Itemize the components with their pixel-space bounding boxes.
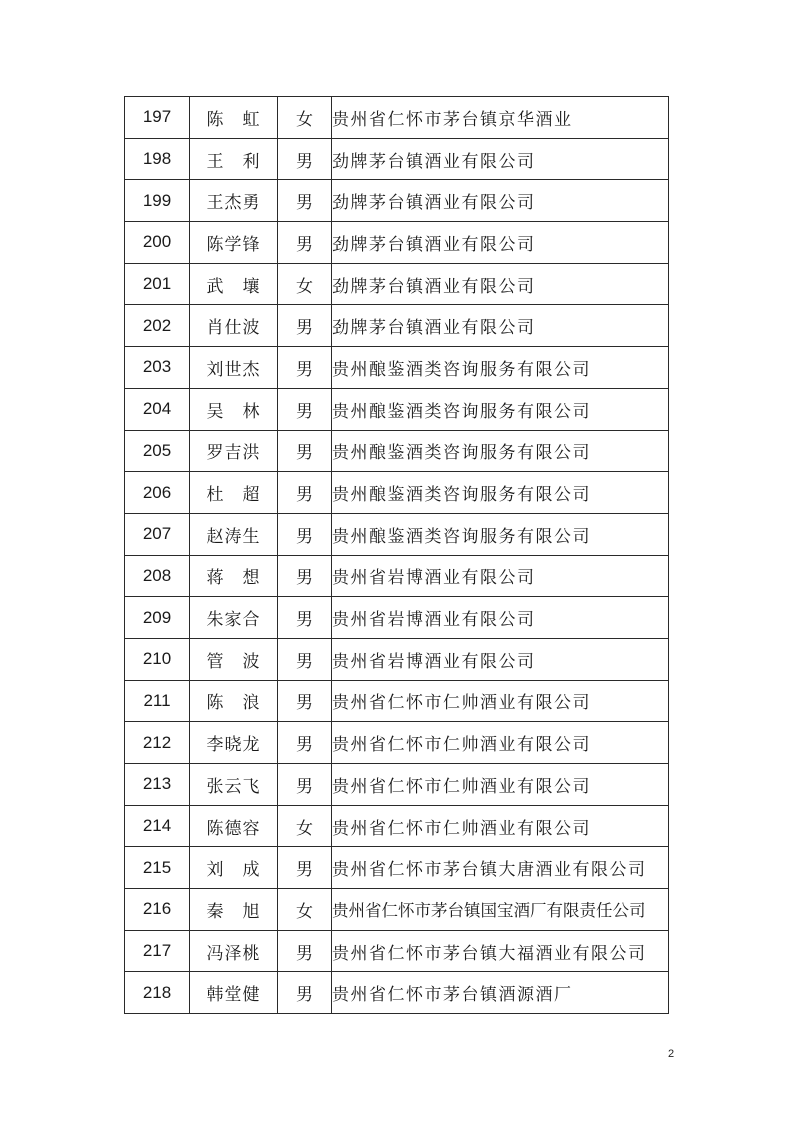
table-row (125, 222, 669, 264)
row-number: 203 (125, 347, 190, 389)
person-gender: 男 (278, 430, 332, 472)
organization: 贵州省岩博酒业有限公司 (332, 555, 669, 597)
organization: 劲牌茅台镇酒业有限公司 (332, 305, 669, 347)
organization: 贵州省岩博酒业有限公司 (332, 638, 669, 680)
table-row (125, 555, 669, 597)
table-row (125, 430, 669, 472)
organization: 贵州省仁怀市茅台镇国宝酒厂有限责任公司 (332, 889, 669, 931)
person-gender: 男 (278, 180, 332, 222)
table-row (125, 388, 669, 430)
person-gender: 男 (278, 138, 332, 180)
organization: 贵州酿鉴酒类咨询服务有限公司 (332, 472, 669, 514)
person-gender: 男 (278, 597, 332, 639)
row-number: 216 (125, 889, 190, 931)
row-number: 197 (125, 97, 190, 139)
row-number: 204 (125, 388, 190, 430)
table-row (125, 138, 669, 180)
person-name: 张云飞 (190, 764, 278, 806)
row-number: 215 (125, 847, 190, 889)
row-number: 214 (125, 805, 190, 847)
person-gender: 男 (278, 722, 332, 764)
person-gender: 男 (278, 347, 332, 389)
organization: 劲牌茅台镇酒业有限公司 (332, 222, 669, 264)
table-row (125, 638, 669, 680)
organization: 贵州省仁怀市仁帅酒业有限公司 (332, 722, 669, 764)
table-row (125, 805, 669, 847)
table-row (125, 305, 669, 347)
row-number: 218 (125, 972, 190, 1014)
organization: 贵州省岩博酒业有限公司 (332, 597, 669, 639)
row-number: 207 (125, 513, 190, 555)
person-gender: 男 (278, 472, 332, 514)
table-row (125, 347, 669, 389)
person-name: 陈 浪 (190, 680, 278, 722)
table-row (125, 472, 669, 514)
organization: 贵州省仁怀市仁帅酒业有限公司 (332, 805, 669, 847)
row-number: 211 (125, 680, 190, 722)
person-gender: 女 (278, 805, 332, 847)
person-gender: 男 (278, 972, 332, 1014)
table-row (125, 889, 669, 931)
organization: 贵州省仁怀市茅台镇大唐酒业有限公司 (332, 847, 669, 889)
person-gender: 女 (278, 889, 332, 931)
row-number: 198 (125, 138, 190, 180)
person-name: 王杰勇 (190, 180, 278, 222)
person-name: 杜 超 (190, 472, 278, 514)
table-row (125, 930, 669, 972)
organization: 贵州酿鉴酒类咨询服务有限公司 (332, 430, 669, 472)
organization: 贵州省仁怀市茅台镇京华酒业 (332, 97, 669, 139)
table-row (125, 972, 669, 1014)
person-gender: 男 (278, 930, 332, 972)
roster-body (125, 97, 669, 1014)
person-name: 罗吉洪 (190, 430, 278, 472)
person-gender: 男 (278, 764, 332, 806)
person-name: 冯泽桃 (190, 930, 278, 972)
person-gender: 男 (278, 847, 332, 889)
person-gender: 男 (278, 222, 332, 264)
person-name: 肖仕波 (190, 305, 278, 347)
row-number: 199 (125, 180, 190, 222)
person-name: 刘 成 (190, 847, 278, 889)
person-name: 吴 林 (190, 388, 278, 430)
organization: 贵州省仁怀市茅台镇大福酒业有限公司 (332, 930, 669, 972)
row-number: 202 (125, 305, 190, 347)
person-gender: 男 (278, 555, 332, 597)
table-row (125, 263, 669, 305)
roster-table (124, 96, 669, 1014)
person-name: 朱家合 (190, 597, 278, 639)
row-number: 201 (125, 263, 190, 305)
page-number: 2 (668, 1048, 675, 1060)
person-name: 陈德容 (190, 805, 278, 847)
person-name: 陈 虹 (190, 97, 278, 139)
person-gender: 男 (278, 305, 332, 347)
organization: 贵州省仁怀市仁帅酒业有限公司 (332, 680, 669, 722)
organization: 贵州省仁怀市茅台镇酒源酒厂 (332, 972, 669, 1014)
organization: 贵州酿鉴酒类咨询服务有限公司 (332, 388, 669, 430)
person-gender: 男 (278, 638, 332, 680)
person-name: 韩堂健 (190, 972, 278, 1014)
organization: 劲牌茅台镇酒业有限公司 (332, 138, 669, 180)
table-row (125, 180, 669, 222)
person-gender: 男 (278, 513, 332, 555)
table-row (125, 847, 669, 889)
row-number: 206 (125, 472, 190, 514)
row-number: 200 (125, 222, 190, 264)
organization: 贵州酿鉴酒类咨询服务有限公司 (332, 347, 669, 389)
table-row (125, 513, 669, 555)
person-name: 赵涛生 (190, 513, 278, 555)
row-number: 217 (125, 930, 190, 972)
organization: 劲牌茅台镇酒业有限公司 (332, 180, 669, 222)
table-row (125, 680, 669, 722)
table-row (125, 97, 669, 139)
person-name: 武 壤 (190, 263, 278, 305)
person-name: 刘世杰 (190, 347, 278, 389)
row-number: 209 (125, 597, 190, 639)
person-name: 管 波 (190, 638, 278, 680)
table-row (125, 597, 669, 639)
person-name: 蒋 想 (190, 555, 278, 597)
person-gender: 女 (278, 97, 332, 139)
row-number: 208 (125, 555, 190, 597)
person-gender: 女 (278, 263, 332, 305)
organization: 劲牌茅台镇酒业有限公司 (332, 263, 669, 305)
person-gender: 男 (278, 680, 332, 722)
person-gender: 男 (278, 388, 332, 430)
person-name: 李晓龙 (190, 722, 278, 764)
organization: 贵州省仁怀市仁帅酒业有限公司 (332, 764, 669, 806)
row-number: 212 (125, 722, 190, 764)
organization: 贵州酿鉴酒类咨询服务有限公司 (332, 513, 669, 555)
person-name: 秦 旭 (190, 889, 278, 931)
row-number: 213 (125, 764, 190, 806)
row-number: 210 (125, 638, 190, 680)
person-name: 王 利 (190, 138, 278, 180)
person-name: 陈学锋 (190, 222, 278, 264)
row-number: 205 (125, 430, 190, 472)
table-row (125, 722, 669, 764)
table-row (125, 764, 669, 806)
